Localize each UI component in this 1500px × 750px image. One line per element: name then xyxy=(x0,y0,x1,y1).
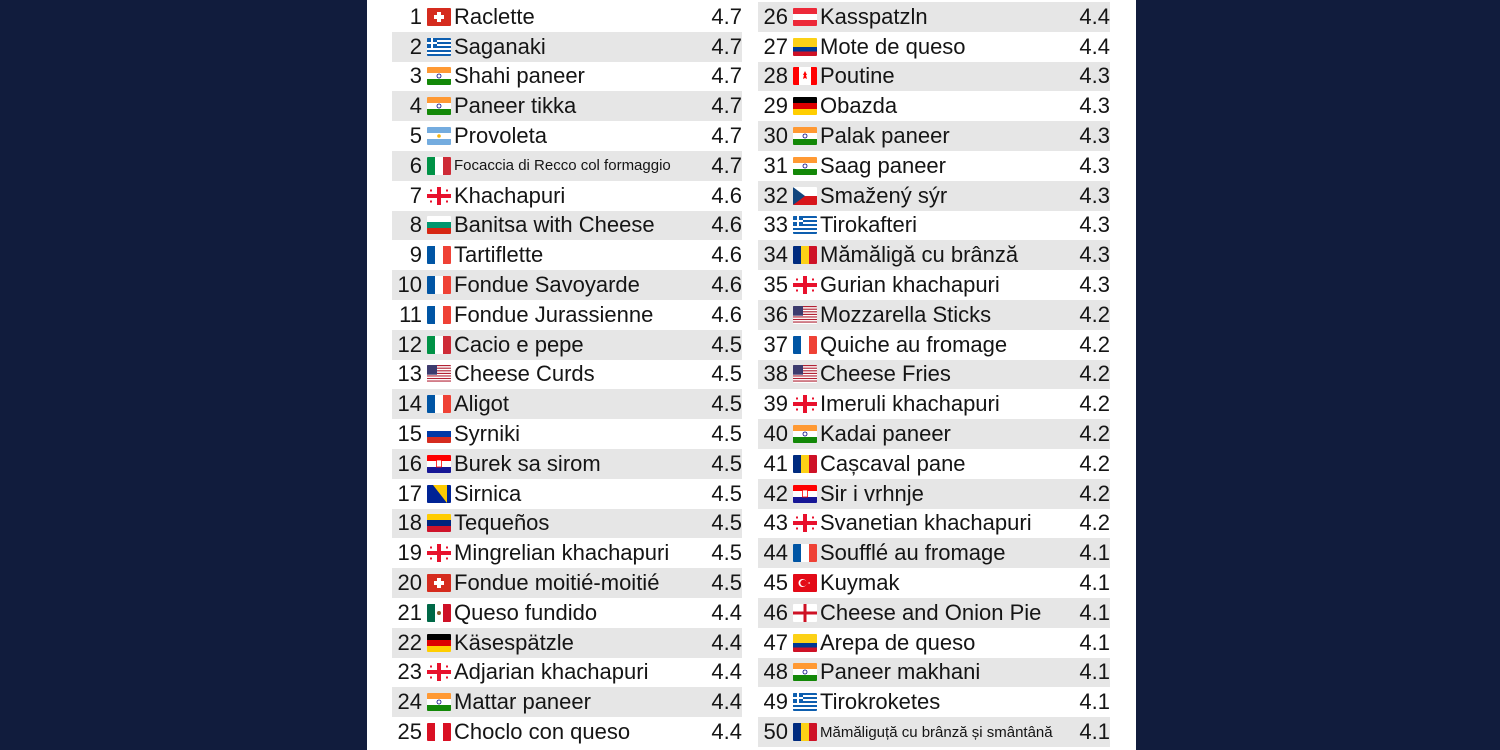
dish-rating: 4.5 xyxy=(711,480,742,506)
ranking-row xyxy=(392,628,742,658)
dish-rating: 4.3 xyxy=(1079,63,1110,89)
georgia-flag-icon xyxy=(793,276,817,294)
dish-name: Shahi paneer xyxy=(454,63,585,89)
usa-flag-icon xyxy=(427,365,451,383)
dish-rating: 4.3 xyxy=(1079,152,1110,178)
switzerland-flag-icon xyxy=(427,8,451,26)
dish-rating: 4.2 xyxy=(1079,450,1110,476)
greece-flag-icon xyxy=(793,693,817,711)
rank-number: 34 xyxy=(763,242,788,268)
dish-name: Sir i vrhnje xyxy=(820,480,924,506)
dish-name: Cheese Fries xyxy=(820,361,951,387)
rank-number: 33 xyxy=(763,212,788,238)
dish-name: Cheese Curds xyxy=(454,361,595,387)
dish-name: Kasspatzln xyxy=(820,3,928,29)
dish-name: Mămăliguță cu brânză și smântână xyxy=(820,723,1053,741)
ranking-row xyxy=(392,449,742,479)
dish-name: Cacio e pepe xyxy=(454,331,584,357)
rank-number: 40 xyxy=(763,421,788,447)
dish-rating: 4.2 xyxy=(1079,361,1110,387)
dish-name: Sirnica xyxy=(454,480,522,506)
dish-rating: 4.3 xyxy=(1079,93,1110,119)
dish-rating: 4.4 xyxy=(711,599,742,625)
ranking-row xyxy=(392,538,742,568)
dish-rating: 4.3 xyxy=(1079,182,1110,208)
switzerland-flag-icon xyxy=(427,574,451,592)
dish-rating: 4.7 xyxy=(711,3,742,29)
ranking-row xyxy=(392,658,742,688)
dish-rating: 4.7 xyxy=(711,152,742,178)
dish-rating: 4.7 xyxy=(711,123,742,149)
venezuela-flag-icon xyxy=(427,514,451,532)
dish-rating: 4.2 xyxy=(1079,301,1110,327)
dish-rating: 4.4 xyxy=(711,629,742,655)
france-flag-icon xyxy=(793,336,817,354)
dish-name: Choclo con queso xyxy=(454,719,631,745)
dish-name: Tequeños xyxy=(454,510,550,536)
dish-name: Fondue moitié-moitié xyxy=(454,570,660,596)
dish-name: Mămăligă cu brânză xyxy=(820,242,1019,268)
dish-name: Svanetian khachapuri xyxy=(820,510,1032,536)
ranking-row xyxy=(392,598,742,628)
rank-number: 9 xyxy=(409,242,422,268)
rank-number: 6 xyxy=(409,152,422,178)
dish-rating: 4.3 xyxy=(1079,212,1110,238)
ranking-row xyxy=(758,270,1110,300)
dish-name: Poutine xyxy=(820,63,895,89)
dish-rating: 4.4 xyxy=(711,689,742,715)
dish-rating: 4.5 xyxy=(711,540,742,566)
rank-number: 26 xyxy=(763,3,788,29)
ranking-row xyxy=(392,568,742,598)
dish-rating: 4.5 xyxy=(711,450,742,476)
rank-number: 21 xyxy=(397,599,422,625)
ranking-row xyxy=(392,419,742,449)
dish-rating: 4.2 xyxy=(1079,480,1110,506)
dish-rating: 4.6 xyxy=(711,301,742,327)
dish-name: Kuymak xyxy=(820,570,900,596)
rank-number: 5 xyxy=(409,123,422,149)
rank-number: 32 xyxy=(763,182,788,208)
rank-number: 22 xyxy=(397,629,422,655)
dish-name: Queso fundido xyxy=(454,599,598,625)
ranking-row xyxy=(392,151,742,181)
ranking-row xyxy=(758,658,1110,688)
georgia-flag-icon xyxy=(427,187,451,205)
dish-name: Burek sa sirom xyxy=(454,450,601,476)
rank-number: 10 xyxy=(397,272,422,298)
dish-rating: 4.6 xyxy=(711,242,742,268)
rank-number: 11 xyxy=(399,301,422,327)
dish-rating: 4.5 xyxy=(711,570,742,596)
dish-name: Fondue Jurassienne xyxy=(454,301,654,327)
dish-name: Tartiflette xyxy=(454,242,544,268)
ranking-row xyxy=(392,509,742,539)
england-flag-icon xyxy=(793,604,817,622)
dish-name: Cașcaval pane xyxy=(820,450,966,476)
ranking-row xyxy=(392,360,742,390)
dish-name: Arepa de queso xyxy=(820,629,976,655)
france-flag-icon xyxy=(427,246,451,264)
ranking-row xyxy=(758,151,1110,181)
dish-rating: 4.6 xyxy=(711,272,742,298)
india-flag-icon xyxy=(427,67,451,85)
dish-name: Quiche au fromage xyxy=(820,331,1008,357)
dish-rating: 4.3 xyxy=(1079,242,1110,268)
dish-name: Paneer makhani xyxy=(820,659,981,685)
dish-name: Khachapuri xyxy=(454,182,566,208)
rank-number: 35 xyxy=(763,272,788,298)
georgia-flag-icon xyxy=(427,544,451,562)
rank-number: 46 xyxy=(763,599,788,625)
dish-name: Tirokroketes xyxy=(820,689,941,715)
rank-number: 30 xyxy=(763,123,788,149)
greece-flag-icon xyxy=(427,38,451,56)
ranking-row xyxy=(758,181,1110,211)
rank-number: 18 xyxy=(397,510,422,536)
usa-flag-icon xyxy=(793,365,817,383)
germany-flag-icon xyxy=(793,97,817,115)
greece-flag-icon xyxy=(793,216,817,234)
dish-name: Imeruli khachapuri xyxy=(820,391,1000,417)
rank-number: 2 xyxy=(409,33,422,59)
peru-flag-icon xyxy=(427,723,451,741)
rank-number: 41 xyxy=(763,450,788,476)
ranking-row xyxy=(758,449,1110,479)
dish-rating: 4.1 xyxy=(1079,659,1110,685)
colombia-flag-icon xyxy=(793,634,817,652)
rank-number: 20 xyxy=(397,570,422,596)
dish-name: Adjarian khachapuri xyxy=(454,659,649,685)
georgia-flag-icon xyxy=(793,514,817,532)
dish-name: Cheese and Onion Pie xyxy=(820,599,1042,625)
ranking-row xyxy=(758,538,1110,568)
canada-flag-icon xyxy=(793,67,817,85)
dish-name: Syrniki xyxy=(454,421,521,447)
italy-flag-icon xyxy=(427,336,451,354)
dish-rating: 4.4 xyxy=(711,659,742,685)
dish-rating: 4.1 xyxy=(1079,689,1110,715)
rank-number: 3 xyxy=(409,63,422,89)
ranking-row xyxy=(392,300,742,330)
dish-rating: 4.6 xyxy=(711,182,742,208)
ranking-row xyxy=(392,2,742,32)
ranking-row xyxy=(392,91,742,121)
ranking-panel xyxy=(367,0,1136,750)
rank-number: 19 xyxy=(397,540,422,566)
dish-rating: 4.4 xyxy=(1079,3,1110,29)
dish-name: Banitsa with Cheese xyxy=(454,212,655,238)
india-flag-icon xyxy=(427,97,451,115)
dish-name: Paneer tikka xyxy=(454,93,577,119)
rank-number: 23 xyxy=(397,659,422,685)
rank-number: 28 xyxy=(763,63,788,89)
rank-number: 13 xyxy=(397,361,422,387)
dish-rating: 4.1 xyxy=(1079,540,1110,566)
india-flag-icon xyxy=(793,127,817,145)
ranking-row xyxy=(758,2,1110,32)
ranking-row xyxy=(392,121,742,151)
croatia-flag-icon xyxy=(793,485,817,503)
turkey-flag-icon xyxy=(793,574,817,592)
rank-number: 4 xyxy=(409,93,422,119)
georgia-flag-icon xyxy=(427,663,451,681)
rank-number: 43 xyxy=(763,510,788,536)
rank-number: 29 xyxy=(763,93,788,119)
ranking-row xyxy=(758,628,1110,658)
dish-name: Gurian khachapuri xyxy=(820,272,1000,298)
ranking-row xyxy=(392,687,742,717)
rank-number: 49 xyxy=(763,689,788,715)
ranking-row xyxy=(758,479,1110,509)
ranking-row xyxy=(758,687,1110,717)
bosnia-flag-icon xyxy=(427,485,451,503)
germany-flag-icon xyxy=(427,634,451,652)
romania-flag-icon xyxy=(793,455,817,473)
ranking-row xyxy=(758,91,1110,121)
ranking-row xyxy=(758,330,1110,360)
rank-number: 48 xyxy=(763,659,788,685)
ranking-row xyxy=(392,211,742,241)
india-flag-icon xyxy=(793,425,817,443)
rank-number: 50 xyxy=(763,719,788,745)
rank-number: 12 xyxy=(397,331,422,357)
france-flag-icon xyxy=(427,276,451,294)
dish-rating: 4.1 xyxy=(1079,629,1110,655)
dish-rating: 4.2 xyxy=(1079,391,1110,417)
dish-name: Soufflé au fromage xyxy=(820,540,1006,566)
dish-rating: 4.1 xyxy=(1079,719,1110,745)
ranking-row xyxy=(392,717,742,747)
dish-name: Aligot xyxy=(454,391,510,417)
rank-number: 45 xyxy=(763,570,788,596)
italy-flag-icon xyxy=(427,157,451,175)
france-flag-icon xyxy=(793,544,817,562)
dish-rating: 4.4 xyxy=(1079,33,1110,59)
dish-name: Käsespätzle xyxy=(454,629,574,655)
india-flag-icon xyxy=(427,693,451,711)
ranking-row xyxy=(758,717,1110,747)
rank-number: 7 xyxy=(409,182,422,208)
ranking-row xyxy=(758,360,1110,390)
russia-flag-icon xyxy=(427,425,451,443)
georgia-flag-icon xyxy=(793,395,817,413)
rank-number: 38 xyxy=(763,361,788,387)
rank-number: 16 xyxy=(397,450,422,476)
rank-number: 31 xyxy=(763,152,788,178)
dish-rating: 4.3 xyxy=(1079,123,1110,149)
rank-number: 24 xyxy=(397,689,422,715)
dish-name: Palak paneer xyxy=(820,123,950,149)
austria-flag-icon xyxy=(793,8,817,26)
dish-rating: 4.7 xyxy=(711,63,742,89)
mexico-flag-icon xyxy=(427,604,451,622)
ranking-row xyxy=(758,300,1110,330)
bulgaria-flag-icon xyxy=(427,216,451,234)
dish-rating: 4.3 xyxy=(1079,272,1110,298)
ranking-row xyxy=(758,240,1110,270)
ranking-row xyxy=(392,479,742,509)
rank-number: 36 xyxy=(763,301,788,327)
ranking-row xyxy=(758,62,1110,92)
india-flag-icon xyxy=(793,157,817,175)
colombia-flag-icon xyxy=(793,38,817,56)
romania-flag-icon xyxy=(793,246,817,264)
rank-number: 1 xyxy=(409,3,422,29)
france-flag-icon xyxy=(427,395,451,413)
rank-number: 14 xyxy=(397,391,422,417)
ranking-row xyxy=(758,419,1110,449)
ranking-row xyxy=(392,389,742,419)
ranking-column-left xyxy=(392,2,742,747)
ranking-column-right xyxy=(758,2,1110,747)
dish-rating: 4.7 xyxy=(711,33,742,59)
rank-number: 42 xyxy=(763,480,788,506)
dish-rating: 4.5 xyxy=(711,361,742,387)
ranking-row xyxy=(758,389,1110,419)
ranking-row xyxy=(758,211,1110,241)
dish-name: Tirokafteri xyxy=(820,212,917,238)
dish-rating: 4.6 xyxy=(711,212,742,238)
rank-number: 8 xyxy=(409,212,422,238)
ranking-row xyxy=(392,270,742,300)
ranking-row xyxy=(758,32,1110,62)
dish-rating: 4.2 xyxy=(1079,421,1110,447)
romania-flag-icon xyxy=(793,723,817,741)
dish-name: Mote de queso xyxy=(820,33,966,59)
france-flag-icon xyxy=(427,306,451,324)
usa-flag-icon xyxy=(793,306,817,324)
dish-name: Saag paneer xyxy=(820,152,946,178)
dish-rating: 4.5 xyxy=(711,391,742,417)
ranking-row xyxy=(758,568,1110,598)
dish-rating: 4.2 xyxy=(1079,331,1110,357)
ranking-row xyxy=(758,598,1110,628)
dish-name: Saganaki xyxy=(454,33,546,59)
ranking-row xyxy=(758,509,1110,539)
dish-name: Fondue Savoyarde xyxy=(454,272,640,298)
ranking-row xyxy=(392,62,742,92)
rank-number: 37 xyxy=(763,331,788,357)
dish-name: Focaccia di Recco col formaggio xyxy=(454,157,671,175)
india-flag-icon xyxy=(793,663,817,681)
dish-name: Obazda xyxy=(820,93,898,119)
rank-number: 27 xyxy=(763,33,788,59)
dish-rating: 4.5 xyxy=(711,331,742,357)
croatia-flag-icon xyxy=(427,455,451,473)
czechia-flag-icon xyxy=(793,187,817,205)
dish-name: Mattar paneer xyxy=(454,689,591,715)
dish-name: Kadai paneer xyxy=(820,421,951,447)
rank-number: 17 xyxy=(397,480,422,506)
ranking-row xyxy=(758,121,1110,151)
dish-name: Smažený sýr xyxy=(820,182,948,208)
rank-number: 44 xyxy=(763,540,788,566)
rank-number: 15 xyxy=(397,421,422,447)
dish-rating: 4.2 xyxy=(1079,510,1110,536)
rank-number: 47 xyxy=(763,629,788,655)
dish-rating: 4.1 xyxy=(1079,570,1110,596)
dish-rating: 4.7 xyxy=(711,93,742,119)
dish-rating: 4.5 xyxy=(711,510,742,536)
ranking-row xyxy=(392,330,742,360)
ranking-row xyxy=(392,240,742,270)
ranking-row xyxy=(392,32,742,62)
dish-name: Provoleta xyxy=(454,123,547,149)
argentina-flag-icon xyxy=(427,127,451,145)
dish-name: Mozzarella Sticks xyxy=(820,301,992,327)
dish-rating: 4.5 xyxy=(711,421,742,447)
dish-rating: 4.4 xyxy=(711,719,742,745)
rank-number: 25 xyxy=(397,719,422,745)
dish-name: Raclette xyxy=(454,3,535,29)
dish-rating: 4.1 xyxy=(1079,599,1110,625)
dish-name: Mingrelian khachapuri xyxy=(454,540,670,566)
rank-number: 39 xyxy=(763,391,788,417)
ranking-row xyxy=(392,181,742,211)
